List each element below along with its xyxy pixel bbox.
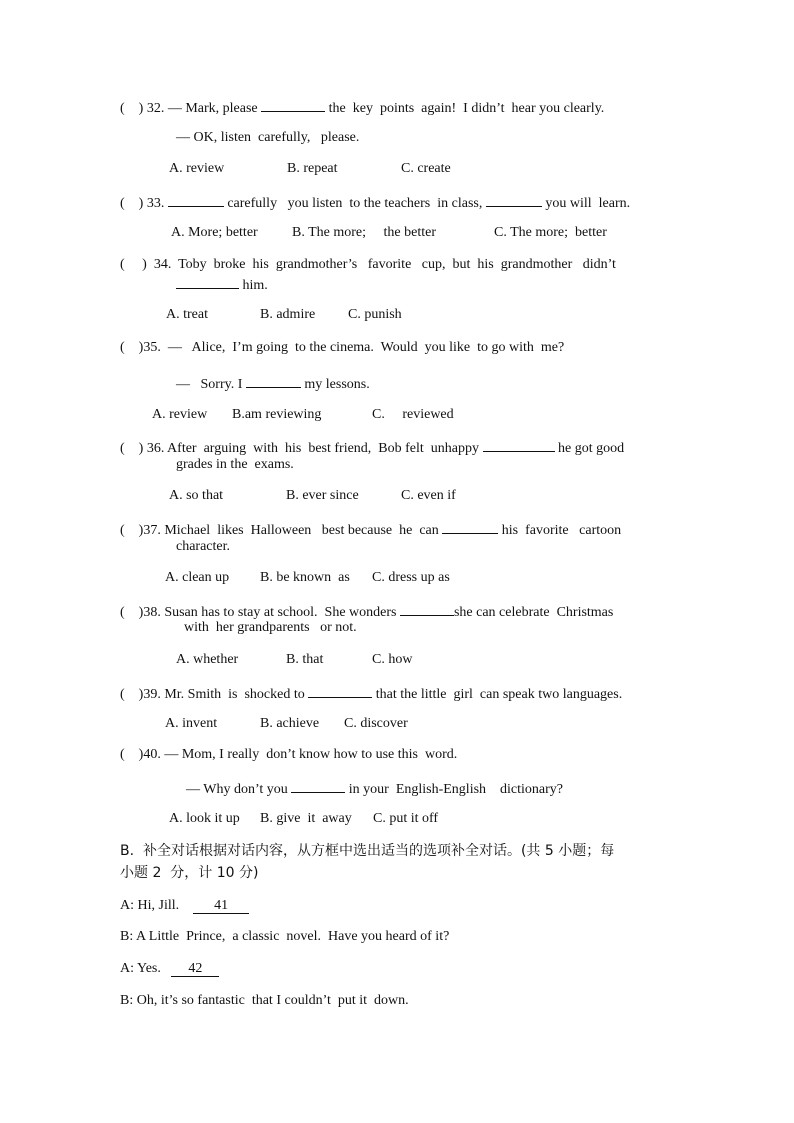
- q37-option-c: C. dress up as: [372, 570, 450, 585]
- q40-prefix: — Why don’t you: [186, 782, 288, 797]
- q37-line2: character.: [176, 539, 231, 554]
- q37-line1: [120, 519, 621, 540]
- q36-line2: grades in the exams.: [176, 457, 294, 472]
- q32-blank[interactable]: [261, 97, 325, 112]
- q38-blank[interactable]: [400, 601, 454, 616]
- q40-option-a: A. look it up: [169, 811, 240, 826]
- section-b-heading-line2: 小题 2 分，计 10 分): [120, 865, 259, 881]
- section-b-heading-line1: B. 补全对话根据对话内容，从方框中选出适当的选项补全对话。(共 5 小题；每: [120, 843, 615, 859]
- q39-prefix: ( )39. Mr. Smith is shocked to: [120, 687, 305, 702]
- q34-line1: ( ) 34. Toby broke his grandmother’s favorite cup, but his grandmother didn’t: [120, 257, 616, 272]
- dialogue-line-4: B: Oh, it’s so fantastic that I couldn’t put it down.: [120, 993, 409, 1008]
- q33-blank-2[interactable]: [486, 192, 542, 207]
- q40-option-b: B. give it away: [260, 811, 352, 826]
- q36-blank[interactable]: [483, 437, 555, 452]
- q35-option-c: C. reviewed: [372, 407, 454, 422]
- q36-line1: [120, 437, 624, 458]
- q33-middle: carefully you listen to the teachers in class,: [227, 196, 483, 211]
- q37-blank[interactable]: [442, 519, 498, 534]
- q40-option-c: C. put it off: [373, 811, 439, 826]
- q39-line1: [120, 683, 622, 704]
- dialogue-line-3-text: A: Yes.: [120, 961, 161, 976]
- dialogue-line-1-text: A: Hi, Jill.: [120, 898, 180, 913]
- q36-prefix: ( ) 36. After arguing with his best friend, Bob felt unhappy: [120, 441, 480, 456]
- q38-suffix: she can celebrate Christmas: [453, 605, 614, 620]
- q38-line2: with her grandparents or not.: [184, 620, 357, 635]
- q38-prefix: ( )38. Susan has to stay at school. She wonders: [120, 605, 397, 620]
- q32-option-c: C. create: [401, 161, 451, 176]
- q36-option-c: C. even if: [401, 488, 456, 503]
- q33-blank-1[interactable]: [168, 192, 224, 207]
- q37-prefix: ( )37. Michael likes Halloween best because he can: [120, 523, 439, 538]
- q39-option-a: A. invent: [165, 716, 218, 731]
- q32-suffix: the key points again! I didn’t hear you clearly.: [328, 101, 605, 116]
- q35-line2: [176, 373, 370, 394]
- q35-prefix: — Sorry. I: [176, 377, 243, 392]
- q33-option-c: C. The more; better: [494, 225, 607, 240]
- q34-line2: [176, 274, 268, 295]
- q34-option-c: C. punish: [348, 307, 402, 322]
- q37-suffix: his favorite cartoon: [501, 523, 622, 538]
- q37-option-a: A. clean up: [165, 570, 230, 585]
- q40-line1: ( )40. — Mom, I really don’t know how to use this word.: [120, 747, 458, 762]
- q39-blank[interactable]: [308, 683, 372, 698]
- q34-suffix: him.: [242, 278, 268, 293]
- dialogue-line-2: B: A Little Prince, a classic novel. Have you heard of it?: [120, 929, 450, 944]
- q33-option-a: A. More; better: [171, 225, 258, 240]
- q40-suffix: in your English-English dictionary?: [348, 782, 564, 797]
- q35-option-a: A. review: [152, 407, 208, 422]
- q33-line1: [120, 192, 630, 213]
- q32-option-b: B. repeat: [287, 161, 338, 176]
- q36-suffix: he got good: [558, 441, 625, 456]
- q38-option-b: B. that: [286, 652, 324, 667]
- q40-line2: [186, 778, 563, 799]
- q36-option-a: A. so that: [169, 488, 224, 503]
- q32-option-a: A. review: [169, 161, 225, 176]
- q39-suffix: that the little girl can speak two languages.: [375, 687, 623, 702]
- q38-option-a: A. whether: [176, 652, 239, 667]
- q32-prefix: ( ) 32. — Mark, please: [120, 101, 258, 116]
- q35-line1: ( )35. — Alice, I’m going to the cinema. Would you like to go with me?: [120, 340, 565, 355]
- q32-line2: — OK, listen carefully, please.: [176, 130, 360, 145]
- q36-option-b: B. ever since: [286, 488, 359, 503]
- q37-option-b: B. be known as: [260, 570, 350, 585]
- q35-blank[interactable]: [246, 373, 301, 388]
- q34-blank[interactable]: [176, 274, 239, 289]
- q33-prefix: ( ) 33.: [120, 196, 165, 211]
- dialogue-blank-42[interactable]: 42: [171, 961, 219, 977]
- dialogue-blank-41[interactable]: 41: [193, 898, 249, 914]
- q35-suffix: my lessons.: [304, 377, 370, 392]
- q35-option-b: B.am reviewing: [232, 407, 322, 422]
- q38-option-c: C. how: [372, 652, 413, 667]
- q33-suffix: you will learn.: [545, 196, 631, 211]
- q40-blank[interactable]: [291, 778, 345, 793]
- q39-option-c: C. discover: [344, 716, 408, 731]
- q33-option-b: B. The more; the better: [292, 225, 436, 240]
- q39-option-b: B. achieve: [260, 716, 320, 731]
- q34-option-a: A. treat: [166, 307, 208, 322]
- dialogue-line-1: [120, 897, 249, 915]
- dialogue-line-3: [120, 960, 219, 978]
- q34-option-b: B. admire: [260, 307, 316, 322]
- q32-line1: [120, 97, 604, 118]
